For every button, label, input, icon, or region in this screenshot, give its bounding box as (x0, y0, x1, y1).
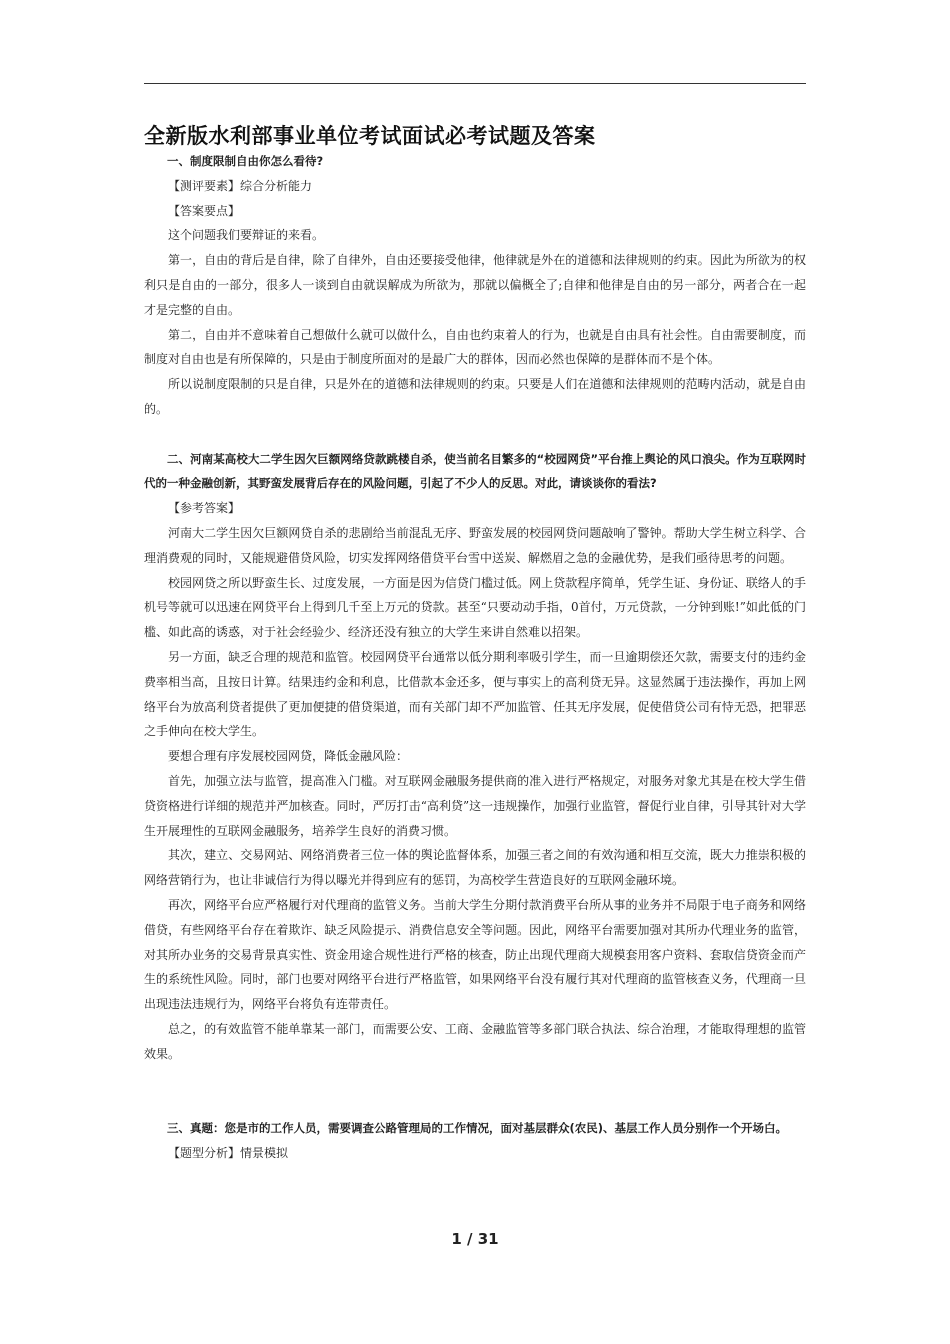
paragraph: 首先，加强立法与监管，提高准入门槛。对互联网金融服务提供商的准入进行严格规定，对服务对象尤其是在校大学生借贷资格进行详细的规范并严加核查。同时，严厉打击“高利贷”这一违规操作，加强行业监管，督促行业自律，引导其针对大学生开展理性的互联网金融服务，培养学生良好的消费习惯。 (144, 773, 806, 838)
page-number: 1 / 31 (451, 1230, 499, 1248)
paragraph: 第一，自由的背后是自律，除了自律外，自由还要接受他律，他律就是外在的道德和法律规则的约束。因此为所欲为的权利只是自由的一部分，很多人一谈到自由就误解成为所欲为，那就以偏概全了;自律和他律是自由的另一部分，两者合在一起才是完整的自由。 (144, 253, 806, 317)
paragraph: 这个问题我们要辩证的来看。 (168, 228, 325, 243)
question-2: 二、河南某高校大二学生因欠巨额网络贷款跳楼自杀，使当前名目繁多的“校园网贷”平台推上舆论的风口浪尖。作为互联网时代的一种金融创新，其野蛮发展背后存在的风险问题，引起了不少人的反思。对此，请谈谈你的看法? (144, 451, 806, 491)
question-3: 三、真题：您是市的工作人员，需要调查公路管理局的工作情况，面对基层群众(农民)、基层工作人员分别作一个开场白。 (167, 1121, 788, 1136)
paragraph: 第二，自由并不意味着自己想做什么就可以做什么，自由也约束着人的行为，也就是自由具有社会性。自由需要制度，而制度对自由也是有所保障的，只是由于制度所面对的是最广大的群体，因而必然也保障的是群体而不是个体。 (144, 327, 806, 367)
question-1: 一、制度限制自由你怎么看待? (167, 154, 324, 168)
paragraph: 校园网贷之所以野蛮生长、过度发展，一方面是因为信贷门槛过低。网上贷款程序简单，凭学生证、身份证、联络人的手机号等就可以迅速在网贷平台上得到几千至上万元的贷款。甚至“只要动动手指，0首付，万元贷款，一分钟到账!”如此低的门槛、如此高的诱惑，对于社会经验少、经济还没有独立的大学生来讲自然难以招架。 (144, 575, 806, 640)
spacer (144, 1066, 806, 1116)
paragraph: 【答案要点】 (168, 203, 241, 218)
document-title: 全新版水利部事业单位考试面试必考试题及答案 (144, 124, 596, 148)
paragraph: 总之，的有效监管不能单靠某一部门，而需要公安、工商、金融监管等多部门联合执法、综合治理，才能取得理想的监管效果。 (144, 1021, 806, 1061)
document-body (144, 149, 806, 1166)
paragraph: 另一方面，缺乏合理的规范和监管。校园网贷平台通常以低分期利率吸引学生，而一旦逾期偿还欠款，需要支付的违约金费率相当高，且按日计算。结果违约金和利息，比借款本金还多，便与事实上的高利贷无异。这显然属于违法操作，再加上网络平台为放高利贷者提供了更加便捷的借贷渠道，而有关部门却不严加监管、任其无序发展，促使借贷公司有恃无恐，把罪恶之手伸向在校大学生。 (144, 649, 806, 739)
paragraph: 【题型分析】情景模拟 (168, 1145, 289, 1160)
paragraph: 河南大二学生因欠巨额网贷自杀的悲剧给当前混乱无序、野蛮发展的校园网贷问题敲响了警钟。帮助大学生树立科学、合理消费观的同时，又能规避借贷风险，切实发挥网络借贷平台雪中送炭、解燃眉之急的金融优势，是我们亟待思考的问题。 (144, 525, 806, 565)
paragraph: 【测评要素】综合分析能力 (168, 178, 313, 193)
header-rule (144, 83, 806, 84)
paragraph: 其次，建立、交易网站、网络消费者三位一体的舆论监督体系，加强三者之间的有效沟通和相互交流，既大力推崇积极的网络营销行为，也让非诚信行为得以曝光并得到应有的惩罚，为高校学生营造良好的互联网金融环境。 (144, 848, 806, 888)
paragraph: 再次，网络平台应严格履行对代理商的监管义务。当前大学生分期付款消费平台所从事的业务并不局限于电子商务和网络借贷，有些网络平台存在着欺诈、缺乏风险提示、消费信息安全等问题。因此，网络平台需要加强对其所办代理业务的监管，对其所办业务的交易背景真实性、资金用途合规性进行严格的核查，防止出现代理商大规模套用客户资料、套取信贷资金而产生的系统性风险。同时，部门也要对网络平台进行严格监管，如果网络平台没有履行其对代理商的监管核查义务，代理商一旦出现违法违规行为，网络平台将负有连带责任。 (144, 897, 806, 1012)
spacer (144, 422, 806, 447)
paragraph: 所以说制度限制的只是自律，只是外在的道德和法律规则的约束。只要是人们在道德和法律规则的范畴内活动，就是自由的。 (144, 377, 806, 416)
paragraph: 要想合理有序发展校园网贷，降低金融风险： (168, 749, 409, 764)
paragraph: 【参考答案】 (168, 501, 241, 516)
